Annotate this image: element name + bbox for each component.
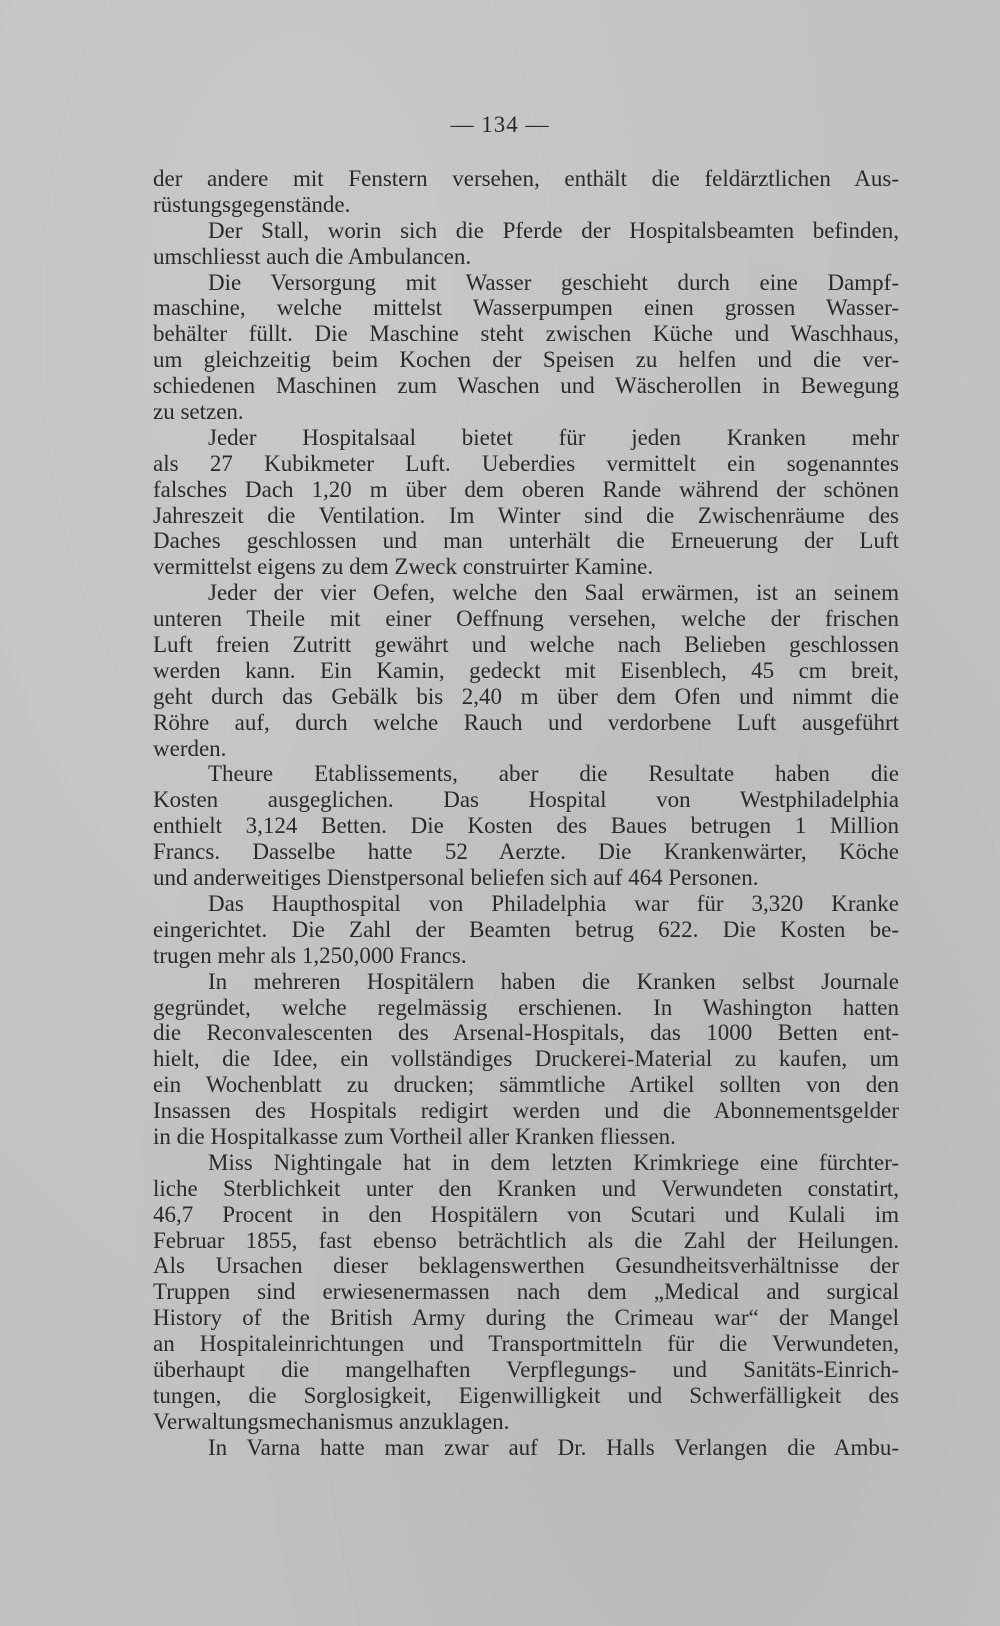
text-line: Miss Nightingale hat in dem letzten Krimkriege eine fürchter- [208,1149,899,1175]
page-number: — 134 — [450,112,550,137]
text-line: unteren Theile mit einer Oeffnung versehen, welche der frischen [153,606,899,632]
text-line: geht durch das Gebälk bis 2,40 m über dem Ofen und nimmt die [153,683,899,709]
text-line: werden kann. Ein Kamin, gedeckt mit Eisenblech, 45 cm breit, [153,657,899,683]
text-line: Truppen sind erwiesenermassen nach dem „Medical and surgical [153,1279,899,1305]
text-line: Insassen des Hospitals redigirt werden und die Abonnementsgelder [153,1098,899,1124]
text-line: um gleichzeitig beim Kochen der Speisen zu helfen und die ver- [153,347,899,373]
text-line: umschliesst auch die Ambulancen. [153,243,472,269]
text-line: als 27 Kubikmeter Luft. Ueberdies vermittelt ein sogenanntes [153,450,899,476]
text-line: eingerichtet. Die Zahl der Beamten betrug 622. Die Kosten be- [153,916,899,942]
text-line: Als Ursachen dieser beklagenswerthen Gesundheitsverhältnisse der [153,1253,899,1279]
text-line: Jeder Hospitalsaal bietet für jeden Kranken mehr [208,424,899,450]
text-line: Das Haupthospital von Philadelphia war für 3,320 Kranke [208,890,899,916]
text-line: Theure Etablissements, aber die Resultate haben die [208,761,899,787]
page-body-text [153,166,899,1461]
text-line: Februar 1855, fast ebenso beträchtlich als die Zahl der Heilungen. [153,1227,899,1253]
text-line: Jeder der vier Oefen, welche den Saal erwärmen, ist an seinem [208,580,899,606]
text-line: schiedenen Maschinen zum Waschen und Wäscherollen in Bewegung [153,373,899,399]
text-line: hielt, die Idee, ein vollständiges Druckerei-Material zu kaufen, um [153,1046,899,1072]
text-line: Francs. Dasselbe hatte 52 Aerzte. Die Krankenwärter, Köche [153,839,899,865]
text-line: rüstungsgegenstände. [153,191,351,217]
text-line: zu setzen. [153,399,244,425]
text-line: in die Hospitalkasse zum Vortheil aller Kranken fliessen. [153,1123,676,1149]
text-line: History of the British Army during the Crimeau war“ der Mangel [153,1305,899,1331]
text-line: enthielt 3,124 Betten. Die Kosten des Baues betrugen 1 Million [153,813,899,839]
text-line: und anderweitiges Dienstpersonal beliefen sich auf 464 Personen. [153,865,759,891]
text-line: In Varna hatte man zwar auf Dr. Halls Verlangen die Ambu- [208,1434,899,1460]
text-line: 46,7 Procent in den Hospitälern von Scutari und Kulali im [153,1201,899,1227]
text-line: ein Wochenblatt zu drucken; sämmtliche Artikel sollten von den [153,1072,899,1098]
text-line: Daches geschlossen und man unterhält die Erneuerung der Luft [153,528,899,554]
text-line: falsches Dach 1,20 m über dem oberen Rande während der schönen [153,476,899,502]
text-line: Der Stall, worin sich die Pferde der Hospitalsbeamten befinden, [208,217,899,243]
text-line: Luft freien Zutritt gewährt und welche nach Belieben geschlossen [153,632,899,658]
text-line: überhaupt die mangelhaften Verpflegungs- und Sanitäts-Einrich- [153,1356,899,1382]
text-line: Die Versorgung mit Wasser geschieht durch eine Dampf- [208,269,899,295]
text-line: behälter füllt. Die Maschine steht zwischen Küche und Waschhaus, [153,321,899,347]
text-line: In mehreren Hospitälern haben die Kranken selbst Journale [208,968,899,994]
text-line: Jahreszeit die Ventilation. Im Winter sind die Zwischenräume des [153,502,899,528]
text-line: Verwaltungsmechanismus anzuklagen. [153,1408,510,1434]
text-line: tungen, die Sorglosigkeit, Eigenwilligkeit und Schwerfälligkeit des [153,1382,899,1408]
text-line: gegründet, welche regelmässig erschienen. In Washington hatten [153,994,899,1020]
text-line: die Reconvalescenten des Arsenal-Hospitals, das 1000 Betten ent- [153,1020,899,1046]
text-line: der andere mit Fenstern versehen, enthält die feldärztlichen Aus- [153,166,899,191]
text-line: werden. [153,735,227,761]
text-line: Kosten ausgeglichen. Das Hospital von Westphiladelphia [153,787,899,813]
text-line: liche Sterblichkeit unter den Kranken und Verwundeten constatirt, [153,1175,899,1201]
text-line: vermittelst eigens zu dem Zweck construirter Kamine. [153,554,654,580]
text-line: an Hospitaleinrichtungen und Transportmitteln für die Verwundeten, [153,1331,899,1357]
text-line: maschine, welche mittelst Wasserpumpen einen grossen Wasser- [153,295,899,321]
text-line: Röhre auf, durch welche Rauch und verdorbene Luft ausgeführt [153,709,899,735]
text-line: trugen mehr als 1,250,000 Francs. [153,942,467,968]
